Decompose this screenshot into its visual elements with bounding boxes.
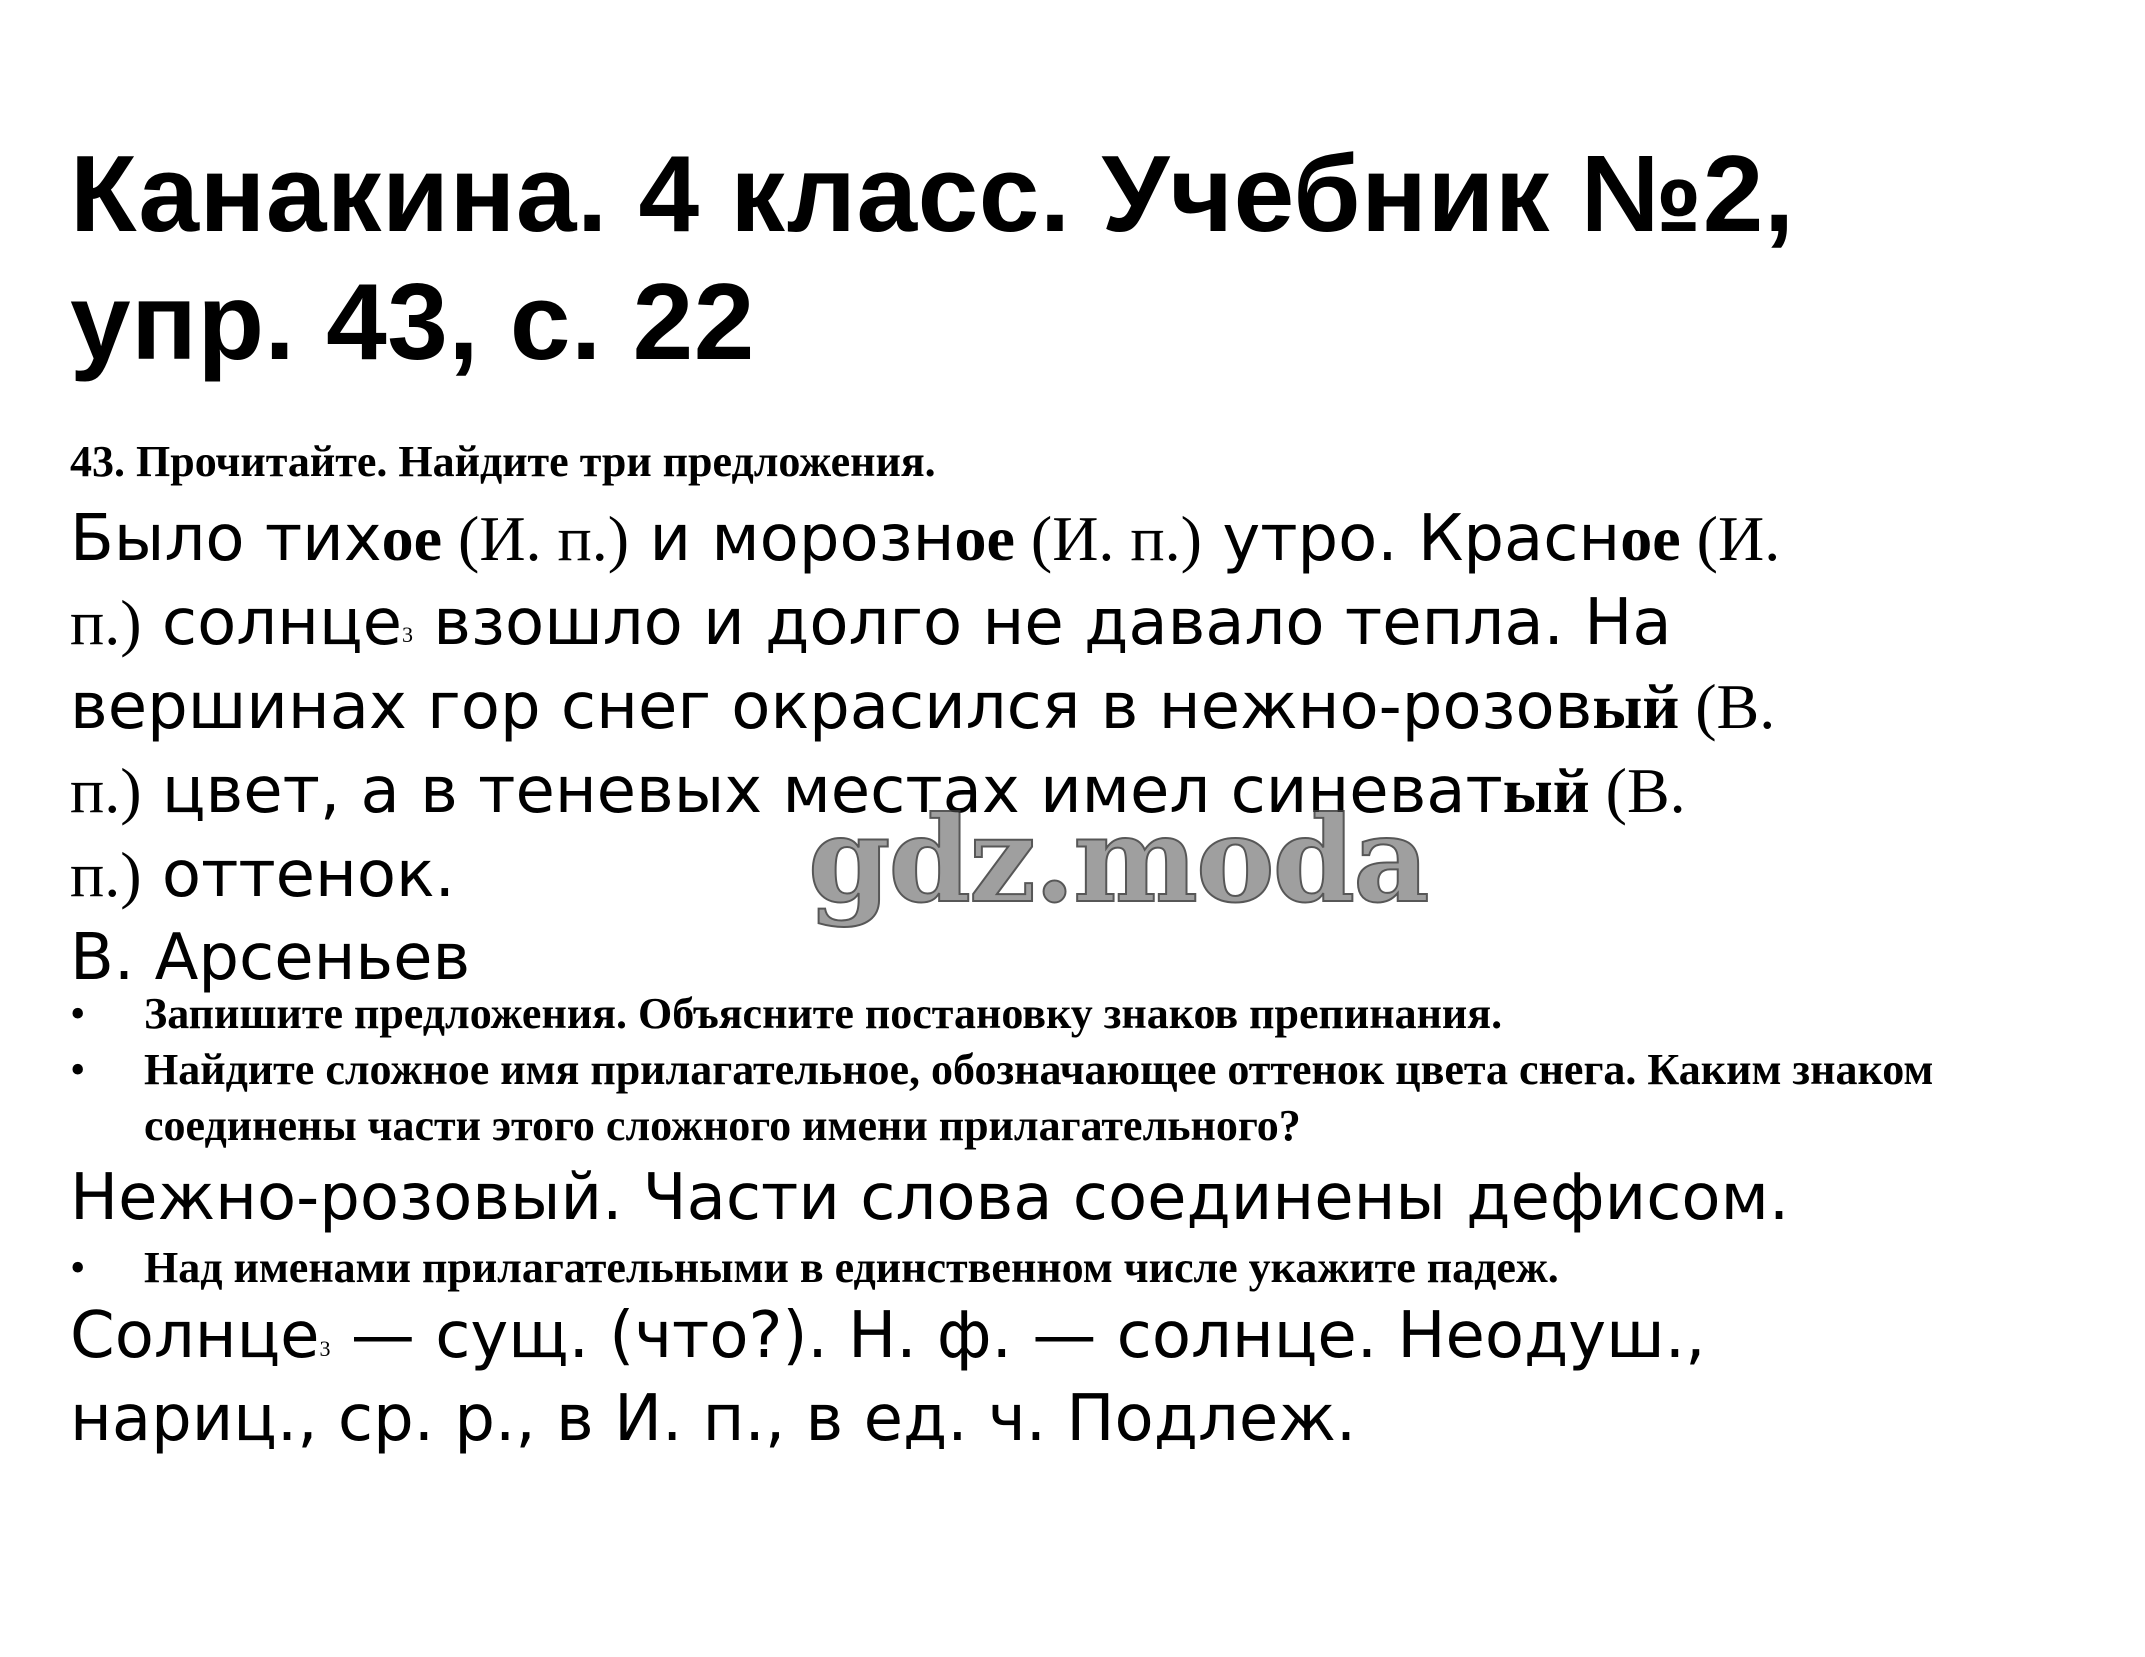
watermark: gdz.moda	[808, 790, 1428, 929]
case-note: (В.	[1679, 671, 1776, 742]
parse-number: 3	[401, 622, 413, 647]
case-note: (И.	[1680, 503, 1781, 574]
task-heading: 43. Прочитайте. Найдите три предложения.	[70, 437, 936, 486]
passage-line-3	[70, 665, 2090, 749]
ending-fragment: ое	[954, 503, 1015, 574]
case-note: п.)	[70, 755, 142, 826]
case-note: (И. п.)	[442, 503, 630, 574]
ending-fragment: ый	[1592, 671, 1680, 742]
case-note: (И. п.)	[1014, 503, 1202, 574]
text-fragment: оттенок.	[141, 838, 455, 912]
ending-fragment: ый	[1502, 755, 1590, 826]
text-fragment: взошло и долго не давало тепла. На	[412, 586, 1672, 660]
answer-1-text: Нежно-розовый. Части слова соединены дефисом.	[70, 1161, 1790, 1235]
bullet-text: Над именами прилагательными в единственном числе укажите падеж.	[144, 1243, 1559, 1292]
title-line-1: Канакина. 4 класс. Учебник №2,	[70, 133, 1795, 255]
case-note: п.)	[70, 587, 142, 658]
passage-author: В. Арсеньев	[70, 921, 471, 995]
case-note: п.)	[70, 839, 142, 910]
bullet-text: Запишите предложения. Объясните постановку знаков препинания.	[144, 989, 1503, 1038]
text-fragment: Солнце	[70, 1299, 320, 1373]
list-item	[70, 986, 2110, 1042]
answer-2-line-1	[70, 1295, 2090, 1378]
text-fragment: солнце	[141, 586, 402, 660]
list-item	[70, 1042, 2110, 1154]
bullet-icon: •	[70, 1243, 86, 1292]
passage-line-2	[70, 581, 2090, 665]
text-fragment: Было тих	[70, 502, 382, 576]
bullet-list-1	[70, 986, 2110, 1154]
list-item	[70, 1240, 2110, 1296]
ending-fragment: ое	[1620, 503, 1681, 574]
bullet-list-2	[70, 1240, 2110, 1296]
bullet-icon: •	[70, 989, 86, 1038]
page-title	[70, 130, 2070, 386]
text-fragment: цвет, а в теневых местах имел синеват	[141, 754, 1503, 828]
passage-line-1	[70, 497, 2090, 581]
text-fragment: — сущ. (что?). Н. ф. — солнце. Неодуш.,	[330, 1299, 1706, 1373]
bullet-icon: •	[70, 1045, 86, 1094]
answer-2	[70, 1295, 2090, 1461]
parse-number: 3	[319, 1336, 331, 1361]
text-fragment: и морозн	[629, 502, 955, 576]
answer-2-line-2: нариц., ср. р., в И. п., в ед. ч. Подлеж.	[70, 1382, 1357, 1456]
case-note: (В.	[1589, 755, 1686, 826]
text-fragment: вершинах гор снег окрасился в нежно-розов	[70, 670, 1593, 744]
answer-1	[70, 1157, 2090, 1240]
text-fragment: утро. Красн	[1201, 502, 1621, 576]
bullet-text: Найдите сложное имя прилагательное, обозначающее оттенок цвета снега. Каким знаком соединены части этого сложного имени прилагательного?	[144, 1045, 1934, 1150]
title-line-2: упр. 43, с. 22	[70, 261, 755, 383]
ending-fragment: ое	[381, 503, 442, 574]
